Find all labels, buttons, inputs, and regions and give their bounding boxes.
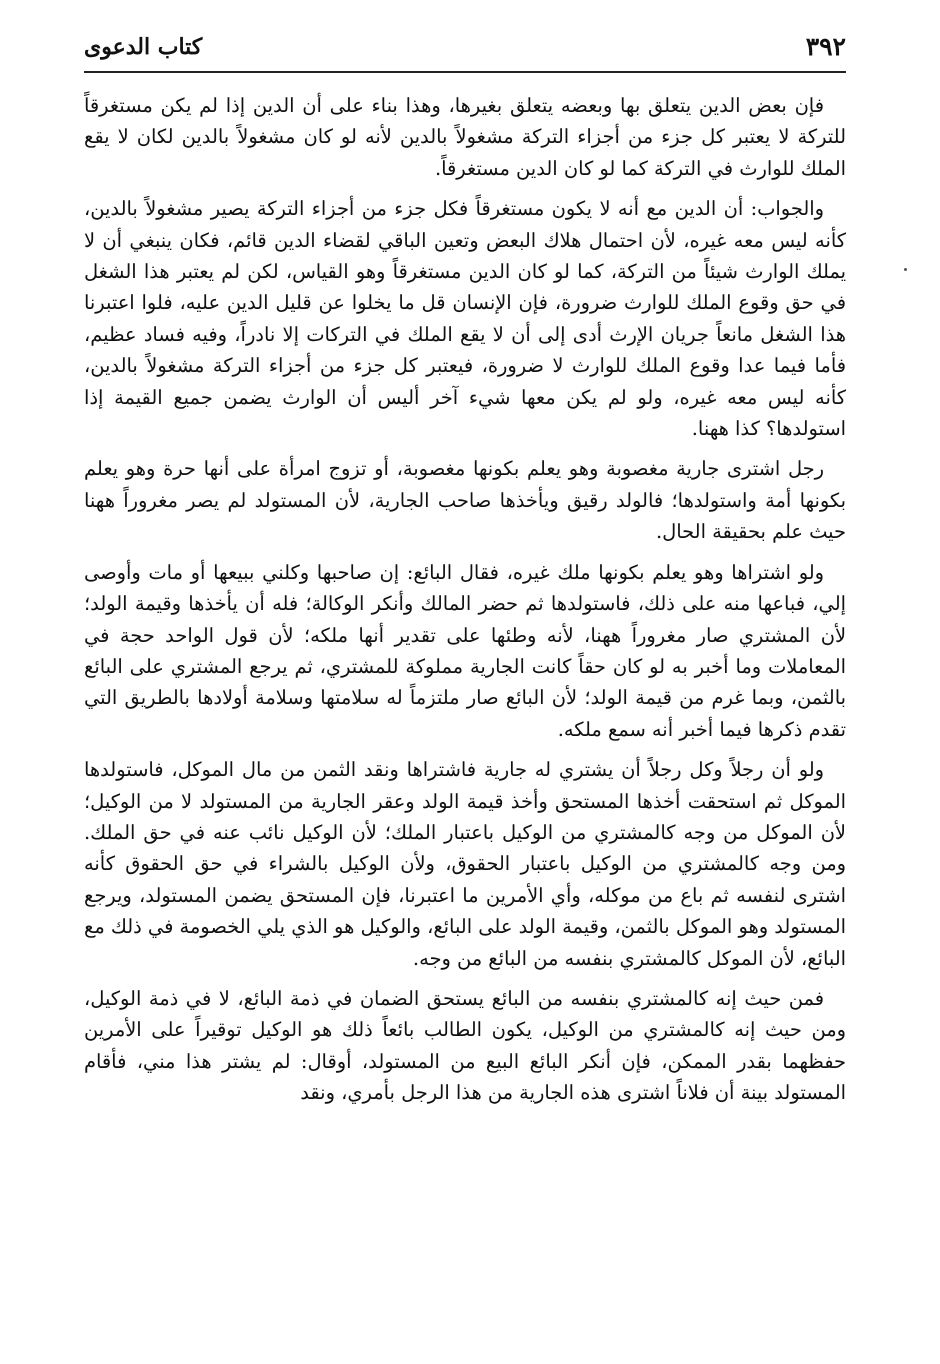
chapter-title: كتاب الدعوى: [84, 34, 203, 60]
margin-speck: [904, 268, 907, 271]
paragraph-4: ولو اشتراها وهو يعلم بكونها ملك غيره، فقال البائع: إن صاحبها وكلني ببيعها أو مات وأوصى إلي، فباعها منه على ذلك، فاستولدها ثم حضر المالك وأنكر الوكالة؛ فله أن يأخذها وقيمة الولد؛ لأن المشتري صار مغروراً ههنا، لأنه وطئها على تقدير أنها ملكه؛ لأن قول الواحد حجة في المعاملات وما أخبر به لو كان حقاً كانت الجارية مملوكة للمشتري، ثم يرجع المشتري على البائع بالثمن، وبما غرم من قيمة الولد؛ لأن البائع صار ملتزماً له سلامتها وسلامة أولادها بالطريق التي تقدم ذكرها فيما أخبر أنه سمع ملكه.: [84, 560, 846, 741]
page-number: ٣٩٢: [805, 32, 846, 61]
paragraph-2: والجواب: أن الدين مع أنه لا يكون مستغرقاً فكل جزء من أجزاء التركة يصير مشغولاً بالدين، كأنه ليس معه غيره، لأن احتمال هلاك البعض وتعين الباقي لقضاء الدين قائم، فكان ينبغي أن لا يملك الوارث شيئاً من التركة، كما لو كان الدين مستغرقاً وهو القياس، لكن لم يعتبر هذا الشغل في حق وقوع الملك للوارث ضرورة، فإن الإنسان قل ما يخلوا عن قليل الدين عليه، فلوا اعتبرنا هذا الشغل مانعاً جريان الإرث أدى إلى أن لا يقع الملك في التركات إلا نادراً، وفيه فساد عظيم، فأما فيما عدا وقوع الملك للوارث لا ضرورة، فيعتبر كل جزء من أجزاء التركة مشغولاً بالدين، كأنه ليس معه غيره، ولو لم يكن معها شيء آخر أليس أن الوارث يضمن جميع القيمة إذا استولدها؟ كذا ههنا.: [84, 197, 846, 441]
header-divider: [84, 71, 846, 73]
paragraph-1: فإن بعض الدين يتعلق بها وبعضه يتعلق بغيرها، وهذا بناء على أن الدين إذا لم يكن مستغرقاً للتركة لا يعتبر كل جزء من أجزاء التركة مشغولاً بالدين لأنه لو كان مشغولاً بالدين لكان لا يقع الملك للوارث في التركة كما لو كان الدين مستغرقاً.: [84, 94, 846, 180]
paragraph-5: ولو أن رجلاً وكل رجلاً أن يشتري له جارية فاشتراها ونقد الثمن من مال الموكل، فاستولدها الموكل ثم استحقت أخذها المستحق وأخذ قيمة الولد وعقر الجارية من المستولد لا من الوكيل؛ لأن الموكل من وجه كالمشتري من الوكيل باعتبار الملك؛ لأن الوكيل نائب عنه في حق الملك. ومن وجه كالمشتري من الوكيل باعتبار الحقوق، ولأن الوكيل بالشراء في حق الحقوق كأنه اشترى لنفسه ثم باع من موكله، وأي الأمرين ما اعتبرنا، فإن المستحق يضمن المستولد، ويرجع المستولد وهو الموكل بالثمن، وقيمة الولد على البائع، والوكيل هو الذي يلي الخصومة في ذلك مع البائع، لأن الموكل كالمشتري بنفسه من البائع من وجه.: [84, 758, 846, 970]
paragraph-6: فمن حيث إنه كالمشتري بنفسه من البائع يستحق الضمان في ذمة البائع، لا في ذمة الوكيل، ومن حيث إنه كالمشتري من الوكيل، يكون الطالب بائعاً ذلك هو الوكيل توقيراً على الأمرين حفظهما بقدر الممكن، فإن أنكر البائع البيع من المستولد، أوقال: لم يشتر هذا مني، فأقام المستولد بينة أن فلاناً اشترى هذه الجارية من هذا الرجل بأمري، ونقد: [84, 986, 846, 1105]
running-head: [84, 28, 846, 68]
paragraph-3: رجل اشترى جارية مغصوبة وهو يعلم بكونها مغصوبة، أو تزوج امرأة على أنها حرة وهو يعلم بكونها أمة واستولدها؛ فالولد رقيق ويأخذها صاحب الجارية، لأن المستولد لم يصر مغروراً ههنا حيث علم بحقيقة الحال.: [84, 457, 846, 544]
page-body: [84, 90, 846, 1118]
